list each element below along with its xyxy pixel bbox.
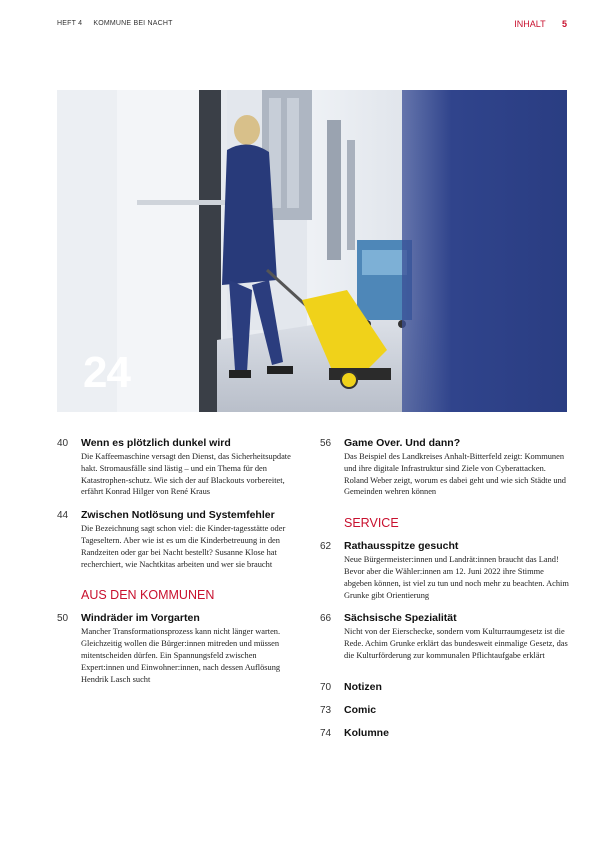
toc-description: Nicht von der Eierschecke, sondern vom Kulturraumgesetz ist die Rede. Achim Grunke erklärt das bundesweit einmalige Gesetz, das die Kulturförderung zur kommunalen Pflichtaufgabe erklärt xyxy=(344,627,568,660)
toc-entry[interactable] xyxy=(320,437,570,498)
toc-page-number: 56 xyxy=(320,438,332,449)
section-heading: SERVICE xyxy=(344,516,399,531)
toc-description: Die Bezeichnung sagt schon viel: die Kinder-tagesstätte oder Tageseltern. Aber wie ist es um die Kinderbetreuung in den Randzeiten oder gar bei Nacht bestellt? Susanne Klose hat recherchiert, wie Nachtkitas arbeiten und wer sie braucht xyxy=(81,524,286,569)
toc-entry[interactable] xyxy=(57,509,297,570)
toc-title: Zwischen Notlösung und Systemfehler xyxy=(81,509,275,522)
toc-description: Die Kaffeemaschine versagt den Dienst, das Sicherheitsupdate hakt. Stromausfälle sind lästig – und ein Thema für den Katastrophen-schutz. Wie sich der auf Blackouts vorbereitet, erfährt Konrad Hilger von René Kraus xyxy=(81,452,291,497)
toc-page-number: 74 xyxy=(320,727,332,739)
section-header xyxy=(514,19,567,29)
section-heading: AUS DEN KOMMUNEN xyxy=(81,588,215,603)
magazine-title: KOMMUNE BEI NACHT xyxy=(93,20,173,27)
page-number: 5 xyxy=(561,19,567,29)
toc-title: Game Over. Und dann? xyxy=(344,437,461,449)
toc-entry[interactable] xyxy=(320,540,570,601)
toc-page-number: 62 xyxy=(320,541,332,553)
toc-page-number: 40 xyxy=(57,438,69,449)
toc-description: Das Beispiel des Landkreises Anhalt-Bitterfeld zeigt: Kommunen und ihre digitale Infrastruktur sind Ziele von Cyberattacken. Roland Weber zeigt, worum es dabei geht und wie sich Städte und Gemeinden wehren können xyxy=(344,452,566,497)
toc-entry[interactable] xyxy=(57,437,297,498)
toc-page-number: 70 xyxy=(320,681,332,693)
toc-entry[interactable] xyxy=(57,612,297,685)
toc-title: Notizen xyxy=(344,680,382,693)
toc-entry-short[interactable] xyxy=(320,681,570,693)
toc-entry-short[interactable] xyxy=(320,704,570,716)
toc-title: Kolumne xyxy=(344,726,389,739)
toc-page-number: 44 xyxy=(57,510,69,522)
toc-page-number: 73 xyxy=(320,704,332,716)
toc-description: Mancher Transformationsprozess kann nicht länger warten. Gleichzeitig wollen die Bürger:innen mitreden und müssen mitentscheiden dürfen. Ein Spannungsfeld zwischen Expert:innen und Einwohner:innen, nach dessen Auflösung Hendrik Lasch sucht xyxy=(81,627,281,684)
toc-page-number: 66 xyxy=(320,613,332,625)
toc-right-column xyxy=(320,437,570,739)
toc-left-column xyxy=(57,437,297,685)
toc-entry-short[interactable] xyxy=(320,727,570,739)
toc-title: Sächsische Spezialität xyxy=(344,612,457,625)
toc-entry[interactable] xyxy=(320,612,570,661)
toc-title: Comic xyxy=(344,703,377,716)
toc-title: Wenn es plötzlich dunkel wird xyxy=(81,437,231,449)
toc-description: Neue Bürgermeister:innen und Landrät:innen braucht das Land! Bevor aber die Wähler:innen am 12. Juni 2022 ihre Stimme abgeben können, ist viel zu tun und noch mehr zu beachten. Achim Grunke gibt Orientierung xyxy=(344,555,569,600)
toc-title: Windräder im Vorgarten xyxy=(81,612,200,625)
issue-label: HEFT 4 xyxy=(57,20,83,27)
hero-page-number: 24 xyxy=(83,348,130,397)
toc-page-number: 50 xyxy=(57,613,69,625)
running-header xyxy=(57,20,182,27)
hero-photo xyxy=(57,90,567,412)
toc-title: Rathausspitze gesucht xyxy=(344,540,459,553)
section-label: INHALT xyxy=(514,19,546,29)
